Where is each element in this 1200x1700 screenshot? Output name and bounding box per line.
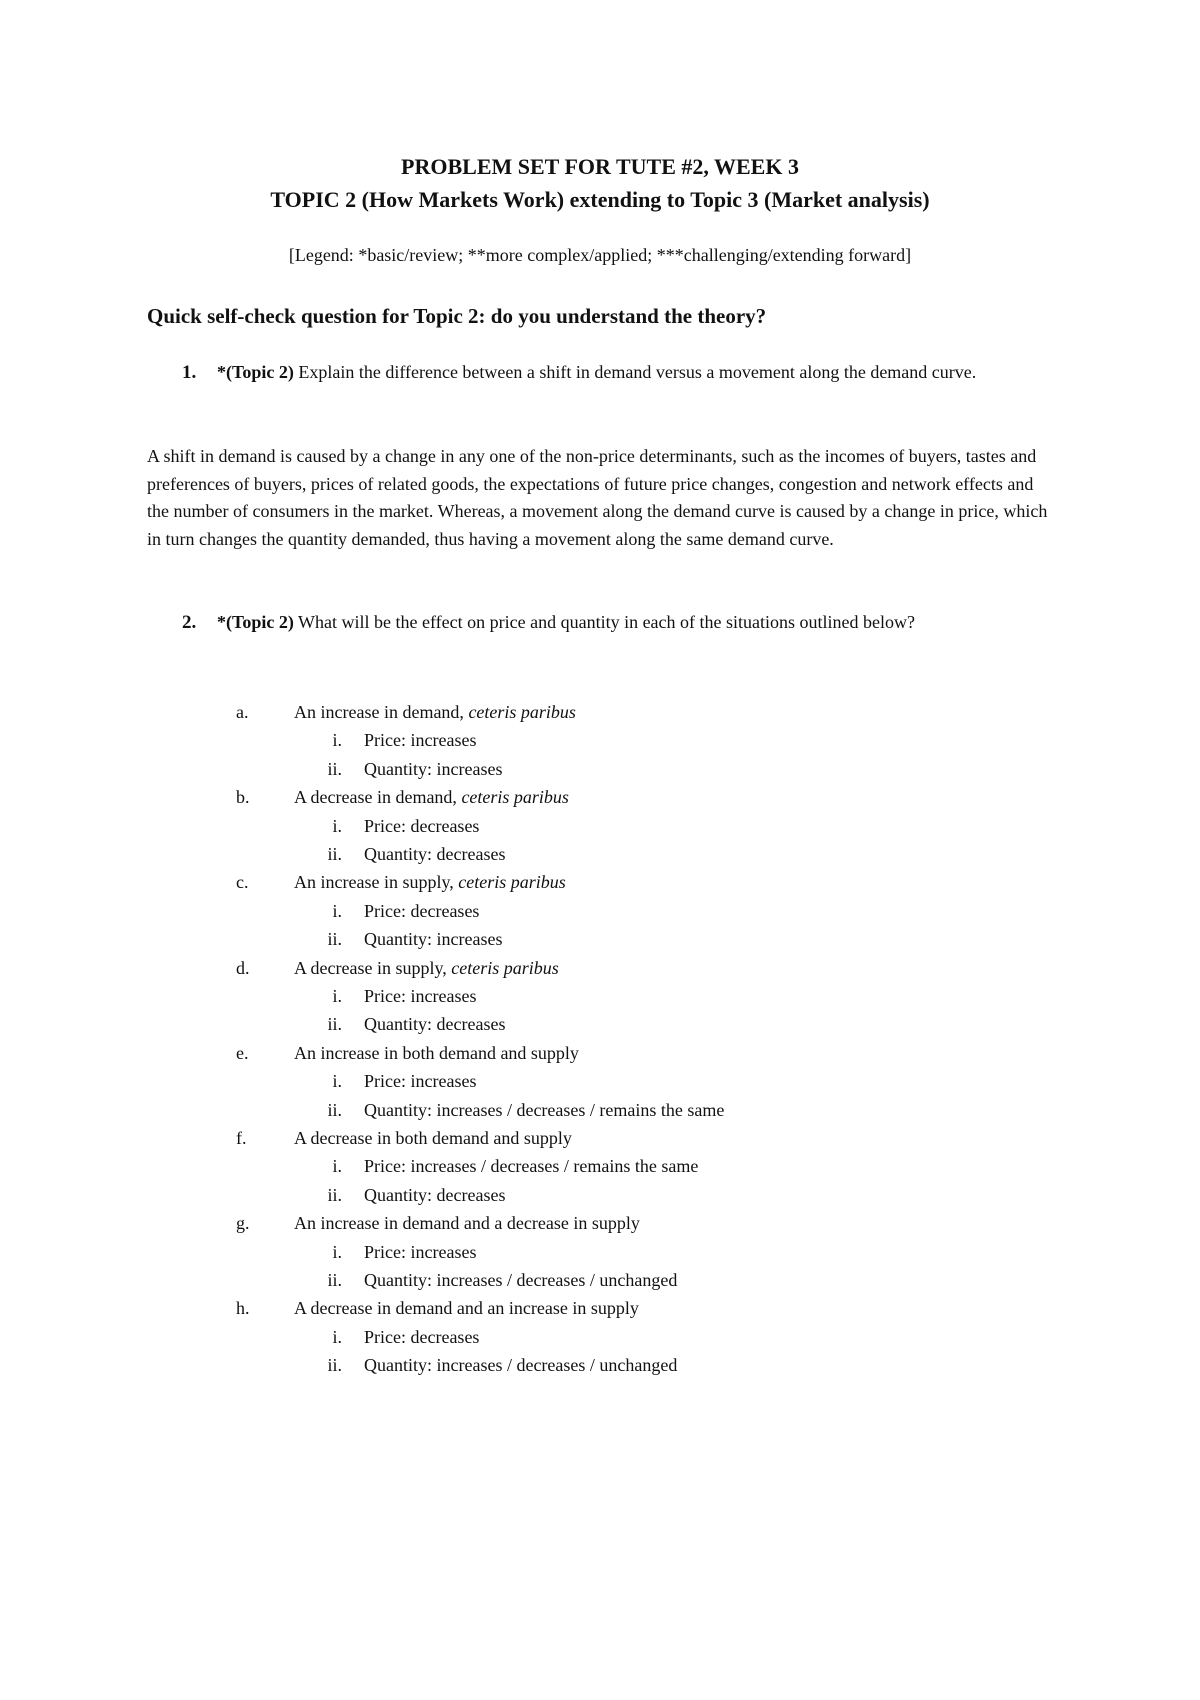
sub-list-marker: ii.	[327, 758, 342, 779]
list-item-label: An increase in supply,	[294, 872, 459, 893]
sub-list-marker: ii.	[327, 929, 342, 950]
sub-list-item-text: Quantity: increases	[364, 758, 503, 779]
sub-list-item-text: Price: increases	[364, 1241, 477, 1262]
list-marker: f.	[236, 1128, 247, 1148]
sub-list-marker: ii.	[327, 844, 342, 864]
list-item-text	[294, 1041, 579, 1065]
question-tag: *(Topic 2)	[217, 612, 294, 632]
legend: [Legend: *basic/review; **more complex/applied; ***challenging/extending forward]	[288, 245, 912, 265]
sub-list-item-text: Price: increases	[364, 730, 477, 751]
list-item-text	[294, 956, 559, 980]
list-marker: e.	[236, 1042, 249, 1063]
list-item-italic: ceteris paribus	[468, 702, 576, 722]
list-item-italic: ceteris paribus	[461, 787, 569, 808]
sub-list-item-text: Price: increases / decreases / remains the same	[364, 1156, 699, 1177]
sub-list-item-text: Price: decreases	[364, 1326, 480, 1347]
sub-list-marker: ii.	[327, 1270, 342, 1290]
sub-list-item-text: Price: decreases	[364, 815, 480, 836]
list-item-text	[294, 1211, 640, 1235]
question-body: What will be the effect on price and quantity in each of the situations outlined below?	[293, 612, 915, 632]
list-marker: c.	[236, 872, 249, 893]
sub-list-marker: i.	[332, 1156, 342, 1177]
list-marker: h.	[236, 1298, 250, 1319]
list-item-label: An increase in demand,	[294, 702, 469, 722]
sub-list-item-text: Quantity: increases / decreases / unchanged	[364, 1355, 678, 1376]
list-item-italic: ceteris paribus	[451, 957, 559, 978]
list-item-label: An increase in both demand and supply	[294, 1042, 579, 1063]
list-marker: a.	[236, 702, 249, 722]
question-body: Explain the difference between a shift in demand versus a movement along the demand curve.	[293, 362, 977, 382]
sub-list-item-text: Price: increases	[364, 1071, 477, 1092]
list-item-text	[294, 870, 566, 894]
list-marker: b.	[236, 787, 250, 808]
question-2	[147, 609, 1047, 636]
sub-list-item-text: Quantity: decreases	[364, 844, 506, 864]
sub-list-item-text: Quantity: decreases	[364, 1184, 506, 1205]
sub-list-marker: i.	[332, 730, 342, 751]
sub-list-marker: ii.	[327, 1355, 342, 1376]
list-item-label: A decrease in demand,	[294, 787, 462, 808]
list-item-text	[294, 785, 569, 809]
sub-list-marker: i.	[332, 986, 342, 1006]
sub-list-item-text: Quantity: increases	[364, 929, 503, 950]
sub-list-item-text: Quantity: increases / decreases / remains the same	[364, 1099, 725, 1120]
sub-list-marker: i.	[332, 900, 342, 921]
sub-list-marker: ii.	[327, 1184, 342, 1205]
sub-list-item-text: Price: decreases	[364, 900, 480, 921]
list-item-label: A decrease in demand and an increase in supply	[294, 1298, 639, 1319]
sub-list-marker: ii.	[327, 1014, 342, 1035]
list-marker: d.	[236, 957, 250, 978]
sub-list-item-text: Quantity: increases / decreases / unchanged	[364, 1270, 678, 1290]
sub-list-marker: ii.	[327, 1099, 342, 1120]
question-text	[217, 609, 1047, 636]
sub-list-marker: i.	[332, 815, 342, 836]
question-text	[217, 359, 1047, 386]
list-item-text	[294, 1296, 639, 1320]
list-item-label: An increase in demand and a decrease in supply	[294, 1213, 640, 1234]
list-item-text	[294, 700, 576, 724]
section-heading: Quick self-check question for Topic 2: do you understand the theory?	[147, 304, 767, 328]
list-item-italic: ceteris paribus	[458, 872, 566, 893]
document-title: PROBLEM SET FOR TUTE #2, WEEK 3	[401, 154, 799, 179]
question-number: 1.	[182, 362, 197, 383]
sub-list-item-text: Price: increases	[364, 986, 477, 1006]
question-tag: *(Topic 2)	[217, 362, 294, 382]
sub-list-marker: i.	[332, 1071, 342, 1092]
sub-list-marker: i.	[332, 1241, 342, 1262]
list-item-text	[294, 1126, 572, 1150]
document-subtitle: TOPIC 2 (How Markets Work) extending to Topic 3 (Market analysis)	[270, 187, 930, 212]
question-1	[147, 359, 1047, 386]
question-number: 2.	[182, 612, 197, 633]
list-item-label: A decrease in both demand and supply	[294, 1128, 572, 1148]
answer-paragraph: A shift in demand is caused by a change in any one of the non-price determinants, such as the incomes of buyers, tastes and preferences of buyers, prices of related goods, the expectations of future price changes, congestion and network effects and the number of consumers in the market. Whereas, a movement along the demand curve is caused by a change in price, which in turn changes the quantity demanded, thus having a movement along the same demand curve.	[147, 446, 1048, 549]
list-marker: g.	[236, 1213, 250, 1234]
sub-list-item-text: Quantity: decreases	[364, 1014, 506, 1035]
sub-list-marker: i.	[332, 1326, 342, 1347]
list-item-label: A decrease in supply,	[294, 957, 452, 978]
